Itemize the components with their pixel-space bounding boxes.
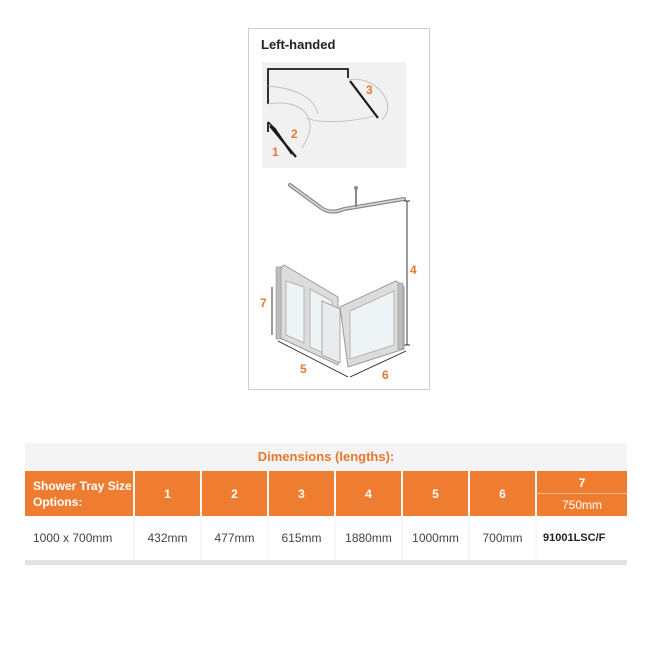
figure-label-5: 5 [300,362,307,376]
cell-col-6: 700mm [470,516,535,560]
cell-col-1: 432mm [135,516,200,560]
plan-label-1: 1 [272,145,279,159]
plan-arc [268,103,310,148]
cell-col-2: 477mm [202,516,267,560]
cell-col-4: 1880mm [336,516,401,560]
cell-col-3: 615mm [269,516,334,560]
screen-figure [260,177,420,383]
plan-view [262,62,406,168]
plan-label-2: 2 [291,127,298,141]
cell-col-5: 1000mm [403,516,468,560]
header-size-options: Shower Tray Size Options: [25,471,133,516]
header-col-1: 1 [135,471,200,516]
cell-product-code: 91001LSC/F [537,516,627,560]
table-header-row [25,471,627,516]
plan-label-3: 3 [366,83,373,97]
header-col-7-label: 7 [537,473,627,494]
plan-arc [268,86,318,114]
header-col-7-sub: 750mm [561,498,602,512]
plan-diagram [262,62,406,168]
table-title: Dimensions (lengths): [25,443,627,470]
header-col-3: 3 [269,471,334,516]
table-row [25,516,627,560]
figure-label-7: 7 [260,296,267,310]
header-col-4: 4 [336,471,401,516]
header-col-2: 2 [202,471,267,516]
header-col-7 [537,471,627,516]
card-title: Left-handed [261,37,336,52]
screen-panel [322,301,340,363]
plan-arc [306,116,374,122]
panel-3 [350,81,378,118]
figure-label-6: 6 [382,368,389,382]
cell-size: 1000 x 700mm [25,516,133,560]
diagram-card [248,28,430,390]
header-col-6: 6 [470,471,535,516]
header-col-5: 5 [403,471,468,516]
figure-label-4: 4 [410,263,417,277]
table-bottom-border [25,560,627,565]
dimensions-table [25,443,627,565]
screen-panel [286,281,304,343]
